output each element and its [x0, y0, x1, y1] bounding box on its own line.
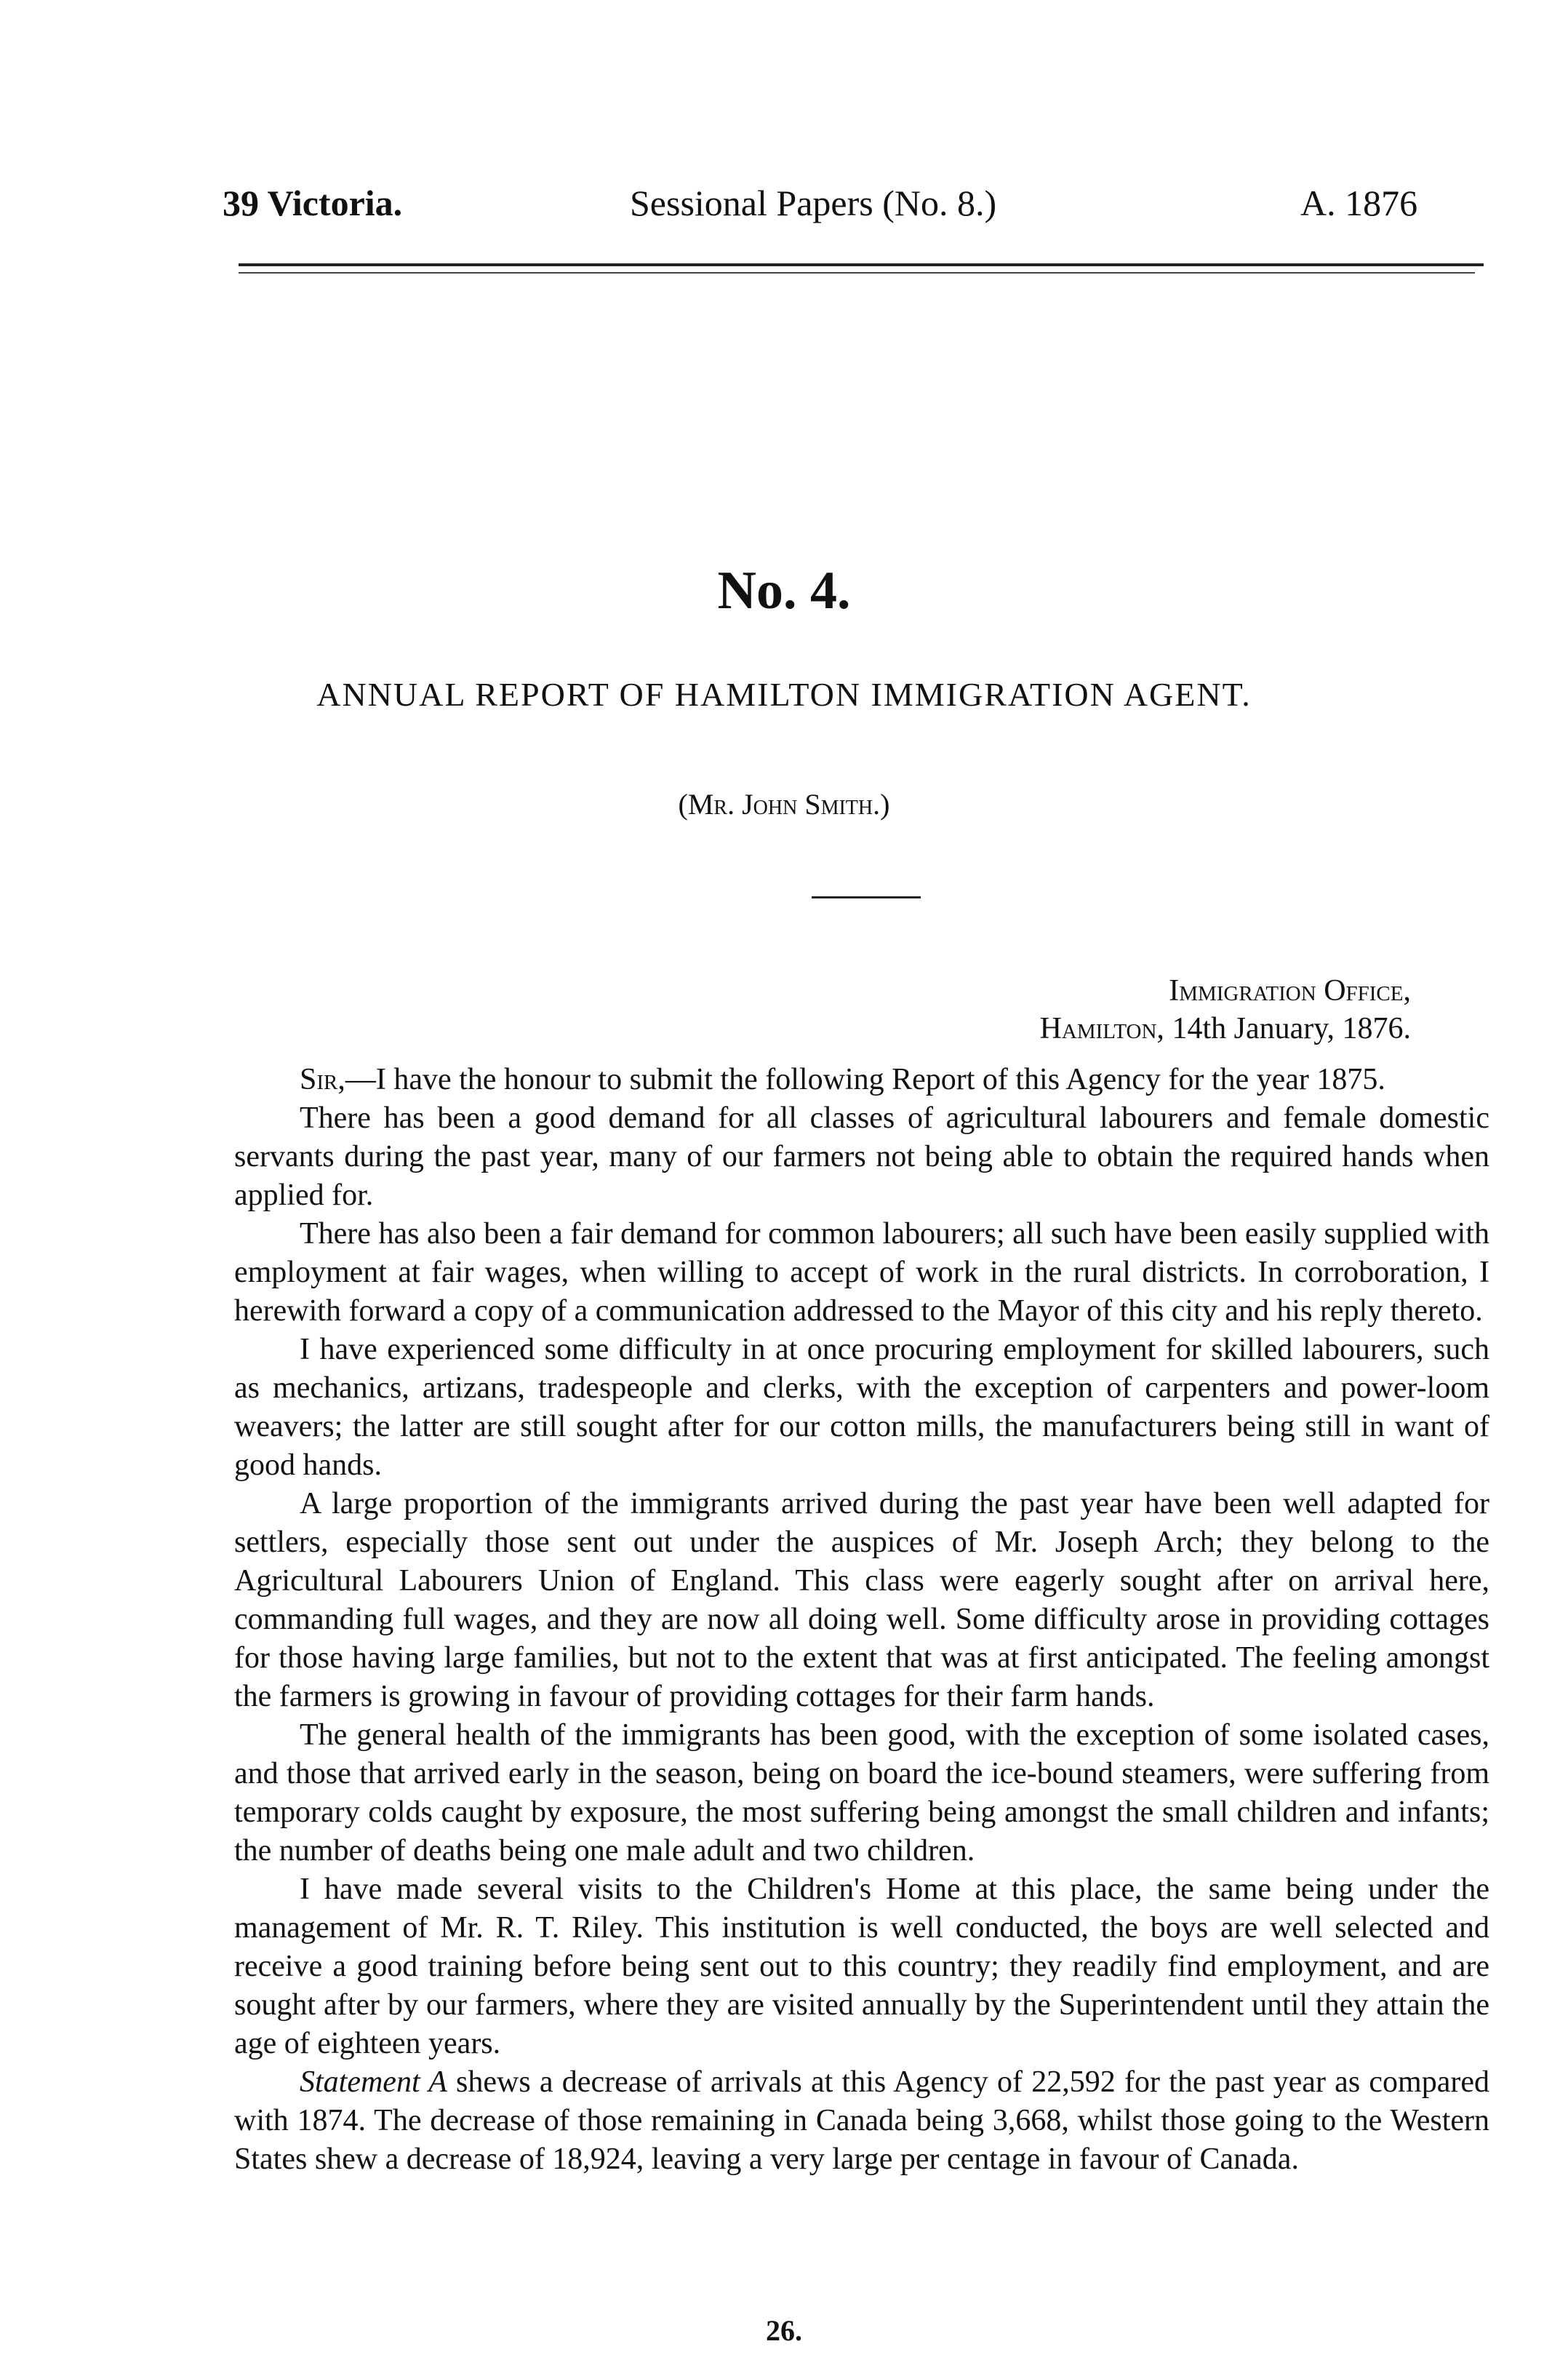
paragraph-health: The general health of the immigrants has been good, with the exception of some isolated cases, and those that arrived early in the season, being on board the ice-bound steamers, were suffering from temporary colds caught by exposure, the most suffering being amongst the small children and infants; the number of deaths being one male adult and two children. [234, 1718, 1489, 1867]
document-author: (Mr. John Smith.) [678, 788, 890, 821]
salutation-text: —I have the honour to submit the following Report of this Agency for the year 1875. [345, 1063, 1385, 1096]
running-header [0, 182, 1568, 233]
paragraph-settlers: A large proportion of the immigrants arrived during the past year have been well adapted for settlers, especially those sent out under the auspices of Mr. Joseph Arch; they belong to the Agricultural Labourers Union of England. This class were eagerly sought after on arrival here, commanding full wages, and they are now all doing well. Some difficulty arose in providing cottages for those having large families, but not to the extent that was at first anticipated. The feeling amongst the farmers is growing in favour of providing cottages for their farm hands. [234, 1487, 1489, 1713]
header-rule [239, 263, 1484, 266]
paragraph-childrens-home: I have made several visits to the Children's Home at this place, the same being under the management of Mr. R. T. Riley. This institution is well conducted, the boys are well selected and receive a good training before being sent out to this country; they readily find employment, and are sought after by our farmers, where they are visited annually by the Superintendent until they attain the age of eighteen years. [234, 1873, 1489, 2060]
header-session: 39 Victoria. [223, 183, 403, 223]
document-number: No. 4. [717, 561, 851, 621]
header-publication: Sessional Papers (No. 8.) [630, 183, 997, 223]
header-rule-thin [239, 272, 1475, 274]
dateline-office: Immigration Office, [1169, 974, 1411, 1008]
salutation-lead: Sir, [300, 1063, 345, 1096]
header-year: A. 1876 [1300, 183, 1418, 223]
paragraph-statement [234, 2063, 1489, 2179]
dateline-place-date [1040, 1011, 1411, 1046]
page-number: 26. [766, 2314, 802, 2347]
paragraph-demand: There has been a good demand for all classes of agricultural labourers and female domestic servants during the past year, many of our farmers not being able to obtain the required hands when applied for. [234, 1101, 1489, 1212]
statement-text: shews a decrease of arrivals at this Agency of 22,592 for the past year as compared with 1874. The decrease of those remaining in Canada being 3,668, whilst those going to the Western States shew a decrease of 18,924, leaving a very large per centage in favour of Canada. [234, 2065, 1489, 2176]
dateline-date: 14th January, 1876. [1172, 1012, 1411, 1045]
document-title: ANNUAL REPORT OF HAMILTON IMMIGRATION AGENT. [316, 676, 1252, 713]
dateline-place: Hamilton, [1039, 1012, 1164, 1045]
paragraph-labourers: There has also been a fair demand for common labourers; all such have been easily supplied with employment at fair wages, when willing to accept of work in the rural districts. In corroboration, I herewith forward a copy of a communication addressed to the Mayor of this city and his reply thereto. [234, 1217, 1489, 1328]
report-body [234, 1061, 1489, 2179]
salutation-paragraph [234, 1061, 1489, 1099]
paragraph-skilled: I have experienced some difficulty in at once procuring employment for skilled labourers, such as mechanics, artizans, tradespeople and clerks, with the exception of carpenters and power-loom weavers; the latter are still sought after for our cotton mills, the manufacturers being still in want of good hands. [234, 1333, 1489, 1482]
statement-lead: Statement A [300, 2065, 447, 2099]
title-divider [812, 896, 921, 898]
